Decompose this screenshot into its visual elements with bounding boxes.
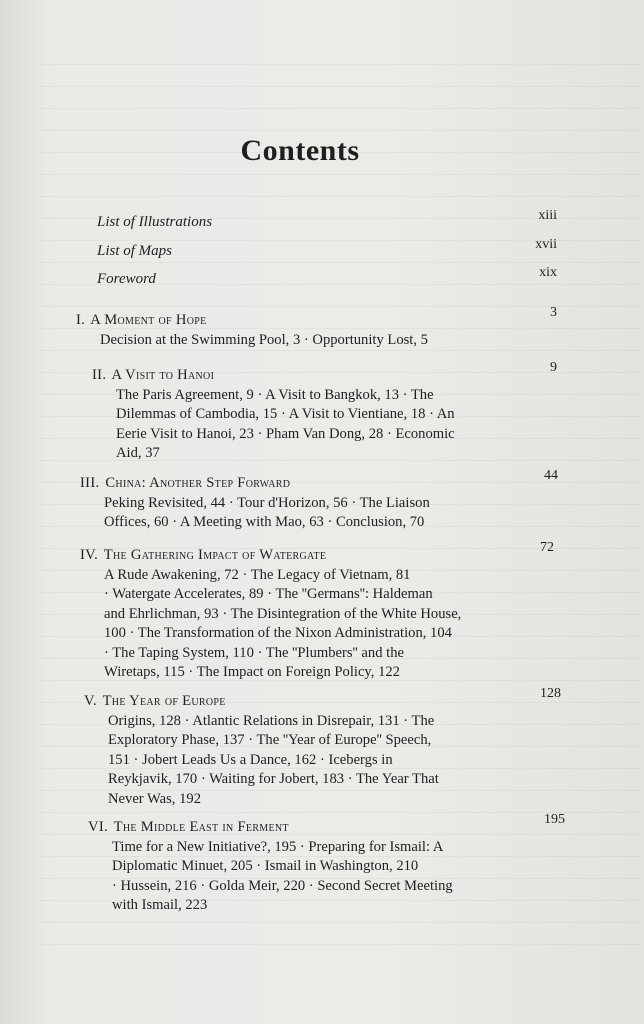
chapter-number: I. bbox=[76, 312, 86, 328]
chapter-section-line: Offices, 60 · A Meeting with Mao, 63 · Conclusion, 70 bbox=[104, 514, 425, 530]
chapter-section-line: A Rude Awakening, 72 · The Legacy of Vietnam, 81 bbox=[104, 566, 411, 583]
chapter-page-number: 195 bbox=[544, 812, 565, 827]
chapter-section-line: · Watergate Accelerates, 89 · The ''Germans'': Haldeman bbox=[104, 586, 433, 602]
chapter-entry bbox=[80, 540, 554, 683]
chapter-section-line: Dilemmas of Cambodia, 15 · A Visit to Vientiane, 18 · An bbox=[116, 406, 455, 422]
chapter-section-line: Diplomatic Minuet, 205 · Ismail in Washington, 210 bbox=[112, 858, 419, 874]
chapter-heading bbox=[84, 692, 439, 712]
chapter-number: VI. bbox=[88, 819, 108, 835]
front-matter-illustrations bbox=[97, 208, 567, 231]
chapter-section-line: Peking Revisited, 44 · Tour d'Horizon, 56 · The Liaison bbox=[104, 494, 430, 511]
front-matter-label: List of Maps bbox=[97, 243, 173, 259]
front-matter-page: xvii bbox=[535, 237, 557, 252]
chapter-heading bbox=[80, 474, 430, 494]
chapter-section-line: Aid, 37 bbox=[116, 445, 160, 461]
chapter-number: III. bbox=[80, 475, 100, 491]
chapter-page-number: 72 bbox=[540, 540, 554, 555]
chapter-section-line: Eerie Visit to Hanoi, 23 · Pham Van Dong, 28 · Economic bbox=[116, 425, 455, 442]
front-matter-label: Foreword bbox=[97, 271, 156, 287]
chapter-page-number: 128 bbox=[540, 686, 561, 701]
front-matter-maps bbox=[97, 237, 567, 260]
front-matter-page: xix bbox=[539, 265, 557, 280]
page-title: Contents bbox=[240, 134, 360, 167]
chapter-section-line: · The Taping System, 110 · The ''Plumbers'' and the bbox=[104, 644, 404, 661]
chapter-number: V. bbox=[84, 693, 97, 709]
chapter-title: A Moment of Hope bbox=[90, 312, 207, 328]
chapter-title: The Gathering Impact of Watergate bbox=[103, 547, 327, 563]
chapter-section-line: 151 · Jobert Leads Us a Dance, 162 · Icebergs in bbox=[108, 751, 393, 768]
chapter-section-line: Reykjavik, 170 · Waiting for Jobert, 183 · The Year That bbox=[108, 771, 439, 787]
chapter-section-line: Wiretaps, 115 · The Impact on Foreign Policy, 122 bbox=[104, 664, 400, 680]
chapter-entry bbox=[92, 360, 557, 464]
chapter-section-line: Origins, 128 · Atlantic Relations in Disrepair, 131 · The bbox=[108, 712, 435, 729]
chapter-page-number: 9 bbox=[550, 360, 557, 375]
chapter-heading bbox=[80, 546, 461, 566]
chapter-entry bbox=[84, 686, 561, 809]
chapter-section-line: 100 · The Transformation of the Nixon Administration, 104 bbox=[104, 625, 452, 641]
chapter-section-line: Exploratory Phase, 137 · The ''Year of Europe'' Speech, bbox=[108, 732, 432, 748]
chapter-heading bbox=[88, 818, 453, 838]
chapter-section-line: The Paris Agreement, 9 · A Visit to Bangkok, 13 · The bbox=[116, 386, 434, 403]
chapter-section-line: and Ehrlichman, 93 · The Disintegration of the White House, bbox=[104, 605, 462, 622]
chapter-section-line: Decision at the Swimming Pool, 3 · Opportunity Lost, 5 bbox=[100, 331, 428, 348]
front-matter-label: List of Illustrations bbox=[97, 214, 213, 230]
front-matter-foreword bbox=[97, 265, 567, 288]
chapter-section-line: · Hussein, 216 · Golda Meir, 220 · Second Secret Meeting bbox=[112, 877, 453, 894]
chapter-title: China: Another Step Forward bbox=[105, 475, 291, 491]
chapter-page-number: 44 bbox=[544, 468, 558, 483]
chapter-number: II. bbox=[92, 367, 107, 383]
chapter-heading bbox=[76, 311, 428, 331]
chapter-title: A Visit to Hanoi bbox=[111, 367, 215, 383]
chapter-title: The Year of Europe bbox=[102, 693, 226, 709]
chapter-entry bbox=[76, 305, 557, 350]
chapter-entry bbox=[88, 812, 565, 916]
front-matter-page: xiii bbox=[538, 208, 557, 223]
chapter-number: IV. bbox=[80, 547, 99, 563]
chapter-heading bbox=[92, 366, 455, 386]
chapter-entry bbox=[80, 468, 558, 533]
chapter-section-line: with Ismail, 223 bbox=[112, 897, 208, 913]
chapter-section-line: Time for a New Initiative?, 195 · Preparing for Ismail: A bbox=[112, 838, 444, 855]
chapter-section-line: Never Was, 192 bbox=[108, 790, 201, 807]
chapter-title: The Middle East in Ferment bbox=[113, 819, 289, 835]
chapter-page-number: 3 bbox=[550, 305, 557, 320]
